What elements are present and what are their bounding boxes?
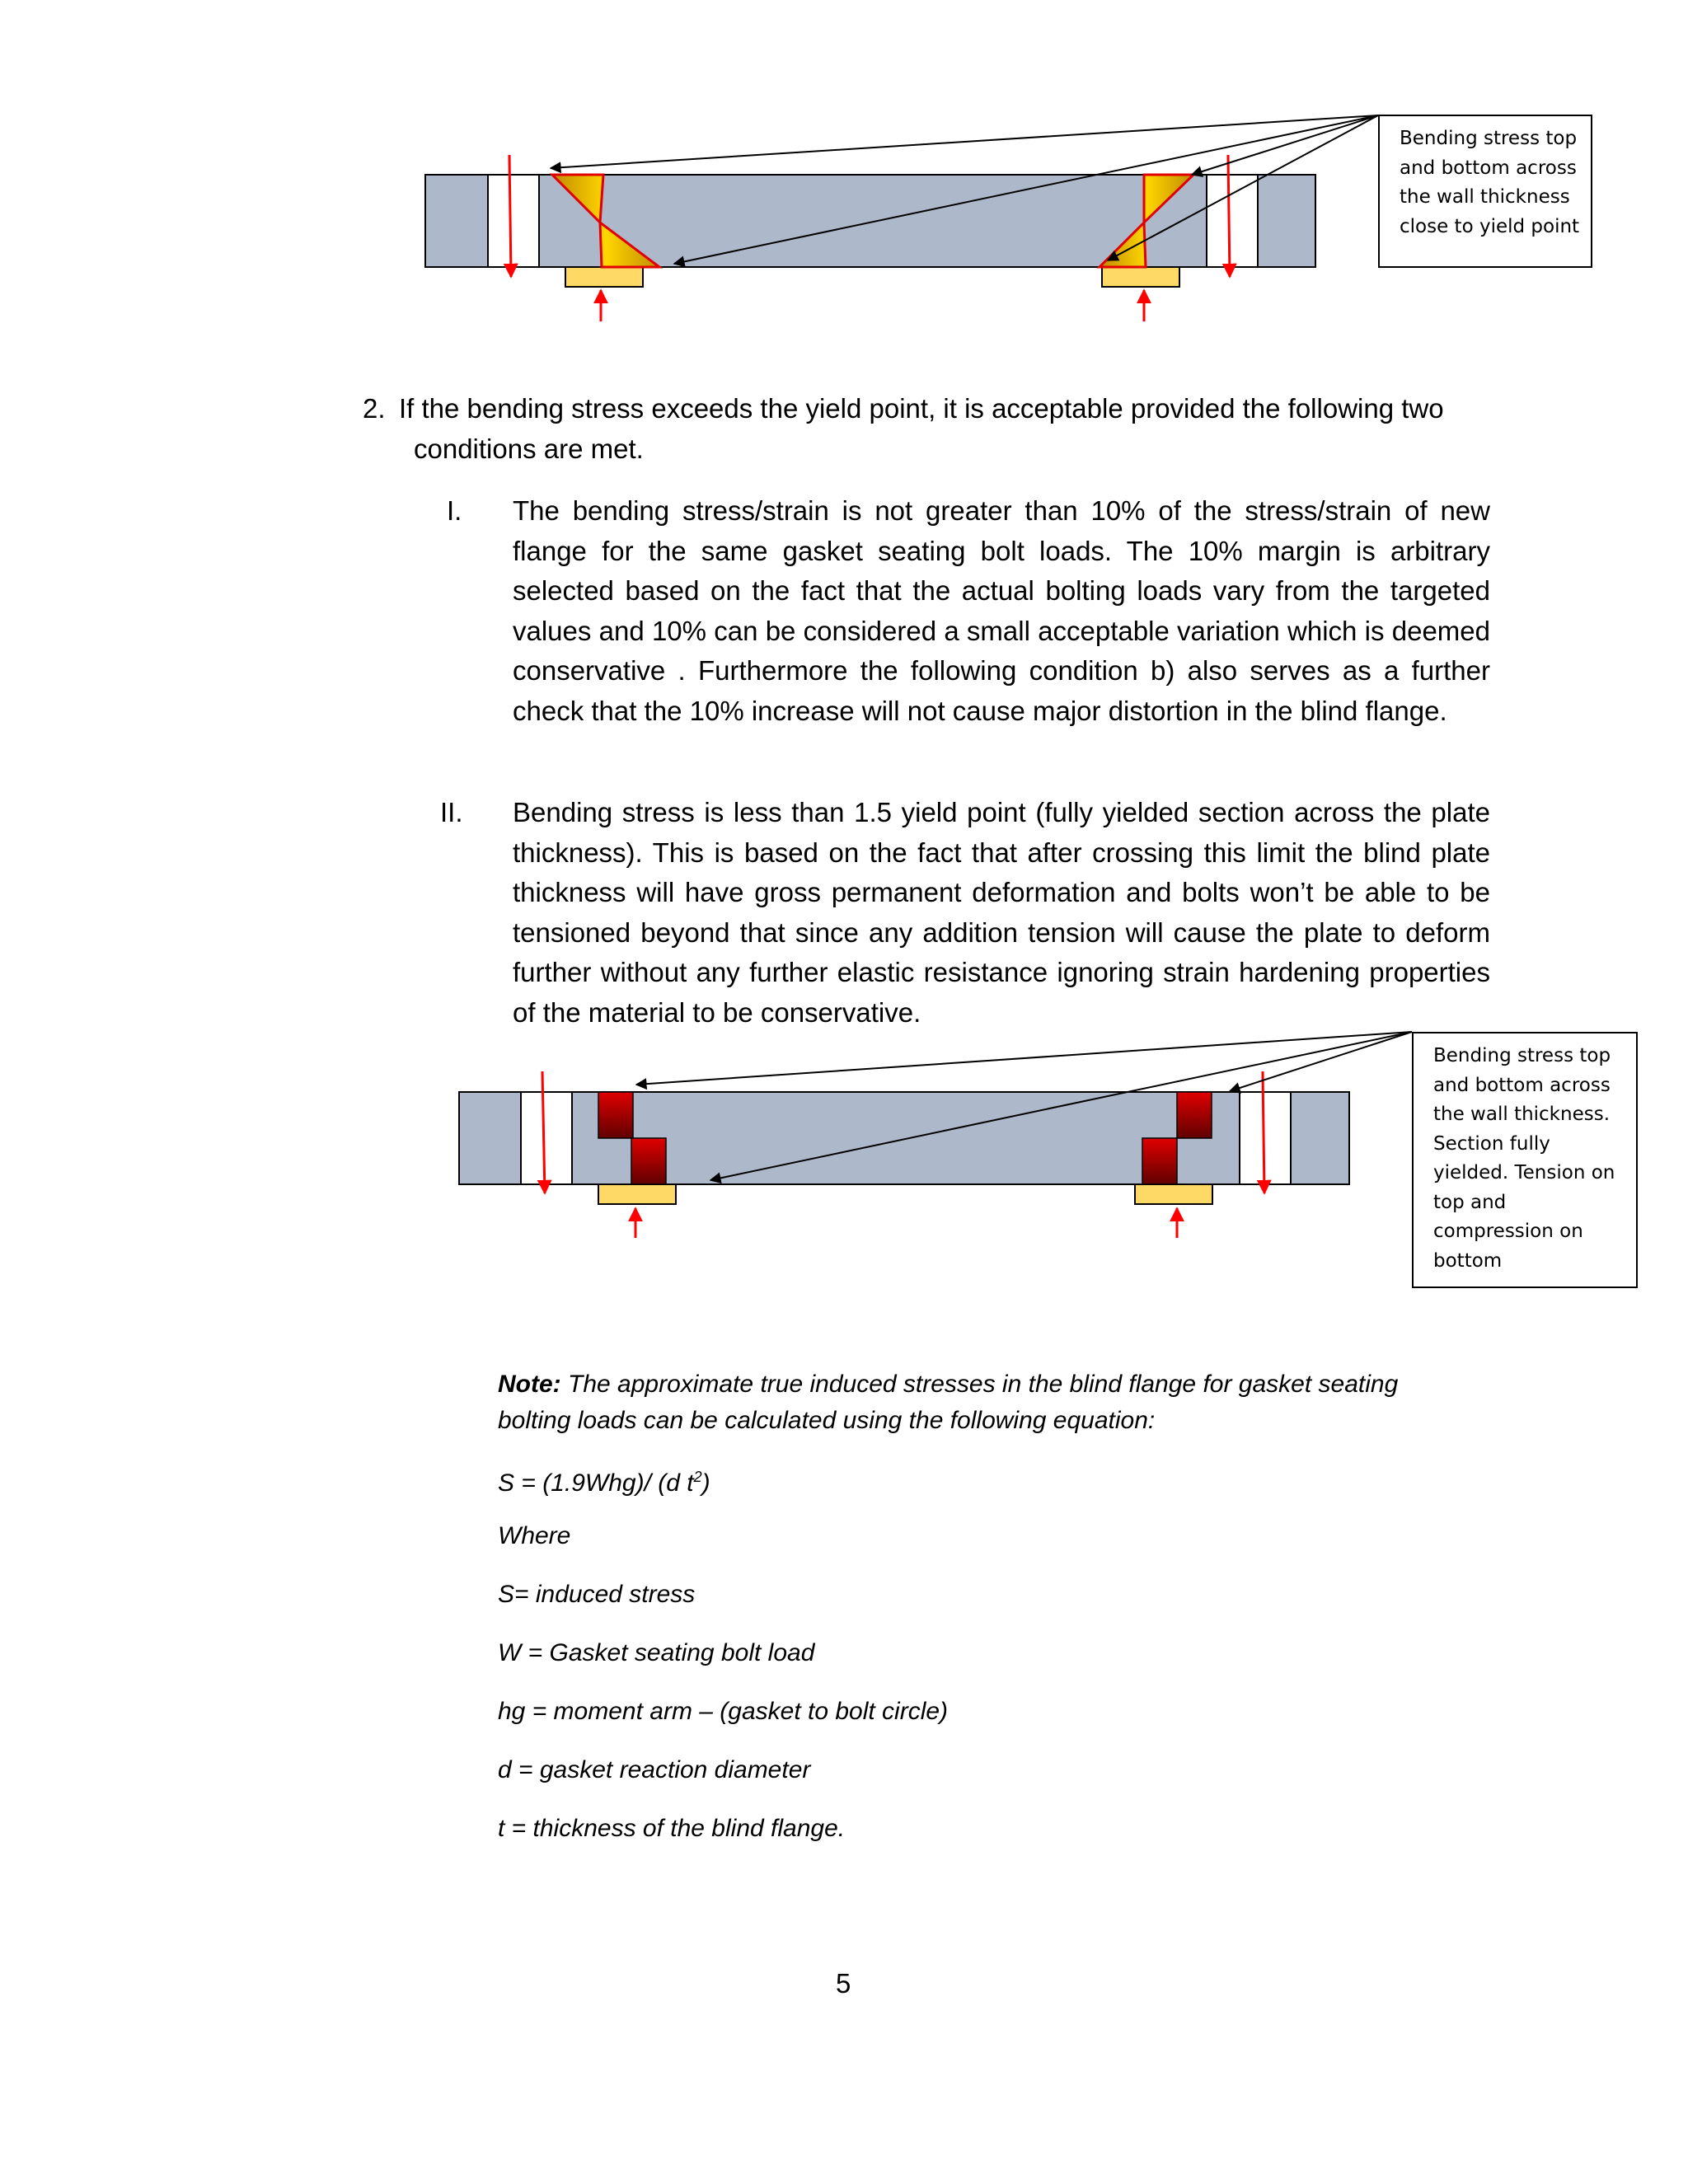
note-equation: [498, 1459, 710, 1502]
definition-d: d = gasket reaction diameter: [498, 1756, 811, 1783]
gasket-left: [565, 267, 643, 287]
condition-numeral-1: I.: [447, 495, 462, 526]
condition-2-text: Bending stress is less than 1.5 yield point (fully yielded section across the plate thickness). This is based on the fact that after crossing this limit the blind plate thickness will have gross permanent deformation and bolts won’t be able to be tensioned beyond that since any addition tension will cause the plate to deform further without any further elastic resistance ignoring strain hardening properties of the material to be conservative.: [513, 797, 1490, 1028]
figure-1-callout: Bending stress top and bottom across the wall thickness close to yield point: [1378, 115, 1592, 268]
page-number: 5: [836, 1968, 851, 1999]
figure-2-callout: Bending stress top and bottom across the wall thickness. Section fully yielded. Tension on top and compression on bottom: [1412, 1032, 1638, 1288]
bolt-hole-left: [488, 175, 539, 267]
flange-plate-2: [459, 1092, 1349, 1184]
gasket-reaction-arrows-2: [635, 1208, 1177, 1238]
gasket-right-2: [1135, 1184, 1212, 1204]
condition-1-text: The bending stress/strain is not greater than 10% of the stress/strain of new flange for the same gasket seating bolt loads. The 10% margin is arbitrary selected based on the fact that the actual bolting loads vary from the targeted values and 10% can be considered a small acceptable variation which is deemed conservative . Furthermore the following condition b) also serves as a further check that the 10% increase will not cause major distortion in the blind flange.: [513, 495, 1490, 726]
equation-exponent: 2: [693, 1469, 702, 1485]
note-where: Where: [498, 1522, 571, 1549]
note-intro: [498, 1366, 1429, 1439]
gasket-right: [1102, 267, 1179, 287]
note-label: Note:: [498, 1371, 561, 1398]
equation-close: ): [701, 1469, 710, 1497]
gasket-reaction-arrows: [601, 290, 1144, 321]
gasket-left-2: [598, 1184, 676, 1204]
definition-hg: hg = moment arm – (gasket to bolt circle): [498, 1698, 949, 1725]
condition-numeral-2: II.: [440, 797, 463, 827]
item-2-text: If the bending stress exceeds the yield point, it is acceptable provided the following two conditions are met.: [399, 393, 1444, 464]
bolt-hole-left-2: [521, 1092, 572, 1184]
definition-w: W = Gasket seating bolt load: [498, 1639, 815, 1666]
definition-t: t = thickness of the blind flange.: [498, 1815, 846, 1842]
equation-main: S = (1.9Whg)/ (d t: [498, 1469, 694, 1497]
item-number: 2.: [363, 393, 386, 424]
bolt-hole-right: [1207, 175, 1258, 267]
note-intro-text: The approximate true induced stresses in the blind flange for gasket seating bolting loads can be calculated using the following equation:: [498, 1371, 1399, 1434]
definition-s: S= induced stress: [498, 1581, 696, 1608]
